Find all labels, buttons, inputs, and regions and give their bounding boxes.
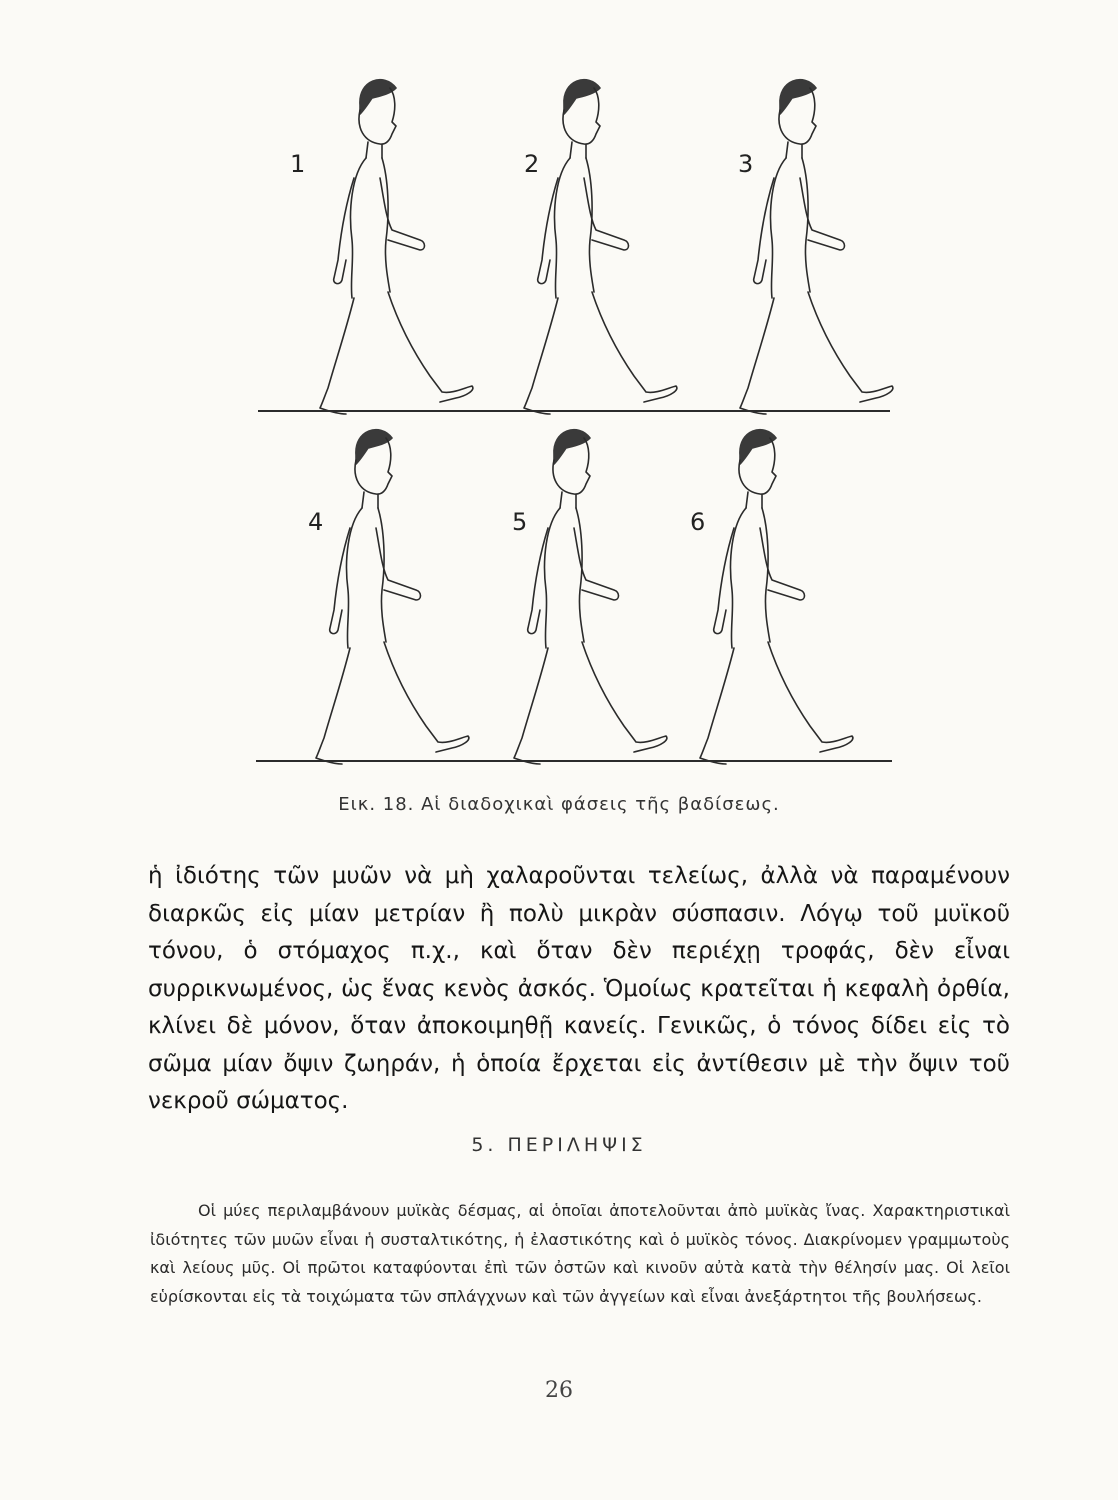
walker-phase-3 xyxy=(740,80,893,414)
phase-number-4: 4 xyxy=(308,508,324,536)
walker-phase-1 xyxy=(320,80,473,414)
phase-number-6: 6 xyxy=(690,508,706,536)
section-heading: 5. ΠΕΡΙΛΗΨΙΣ xyxy=(471,1134,647,1156)
walker-phase-5 xyxy=(514,430,667,764)
phase-number-3: 3 xyxy=(738,150,754,178)
walker-phase-6 xyxy=(700,430,853,764)
phase-number-1: 1 xyxy=(290,150,306,178)
figure-caption: Εικ. 18. Αἱ διαδοχικαὶ φάσεις τῆς βαδίσεως. xyxy=(338,794,780,815)
walker-phase-2 xyxy=(524,80,677,414)
page-number: 26 xyxy=(545,1378,573,1403)
body-paragraph: ἡ ἰδιότης τῶν μυῶν νὰ μὴ χαλαροῦνται τελείως, ἀλλὰ νὰ παραμένουν διαρκῶς εἰς μίαν μετρίαν ἢ πολὺ μικρὰν σύσπασιν. Λόγῳ τοῦ μυϊκοῦ τόνου, ὁ στόμαχος π.χ., καὶ ὅταν δὲν περιέχῃ τροφάς, δὲν εἶναι συρρικνωμένος, ὡς ἕνας κενὸς ἀσκός. Ὁμοίως κρατεῖται ἡ κεφαλὴ ὀρθία, κλίνει δὲ μόνον, ὅταν ἀποκοιμηθῇ κανείς. Γενικῶς, ὁ τόνος δίδει εἰς τὸ σῶμα μίαν ὄψιν ζωηράν, ἡ ὁποία ἔρχεται εἰς ἀντίθεσιν μὲ τὴν ὄψιν τοῦ νεκροῦ σώματος. xyxy=(148,863,1010,1114)
phase-number-2: 2 xyxy=(524,150,540,178)
summary-paragraph: Οἱ μύες περιλαμβάνουν μυϊκὰς δέσμας, αἱ ὁποῖαι ἀποτελοῦνται ἀπὸ μυϊκὰς ἴνας. Χαρακτηριστικαὶ ἰδιότητες τῶν μυῶν εἶναι ἡ συσταλτικότης, ἡ ἐλαστικότης καὶ ὁ μυϊκὸς τόνος. Διακρίνομεν γραμμωτοὺς καὶ λείους μῦς. Οἱ πρῶτοι καταφύονται ἐπὶ τῶν ὀστῶν καὶ κινοῦν αὐτὰ κατὰ τὴν θέλησίν μας. Οἱ λεῖοι εὑρίσκονται εἰς τὰ τοιχώματα τῶν σπλάγχνων καὶ τῶν ἀγγείων καὶ εἶναι ἀνεξάρτητοι τῆς βουλήσεως. xyxy=(150,1201,1010,1306)
walker-phase-4 xyxy=(316,430,469,764)
phase-number-5: 5 xyxy=(512,508,528,536)
